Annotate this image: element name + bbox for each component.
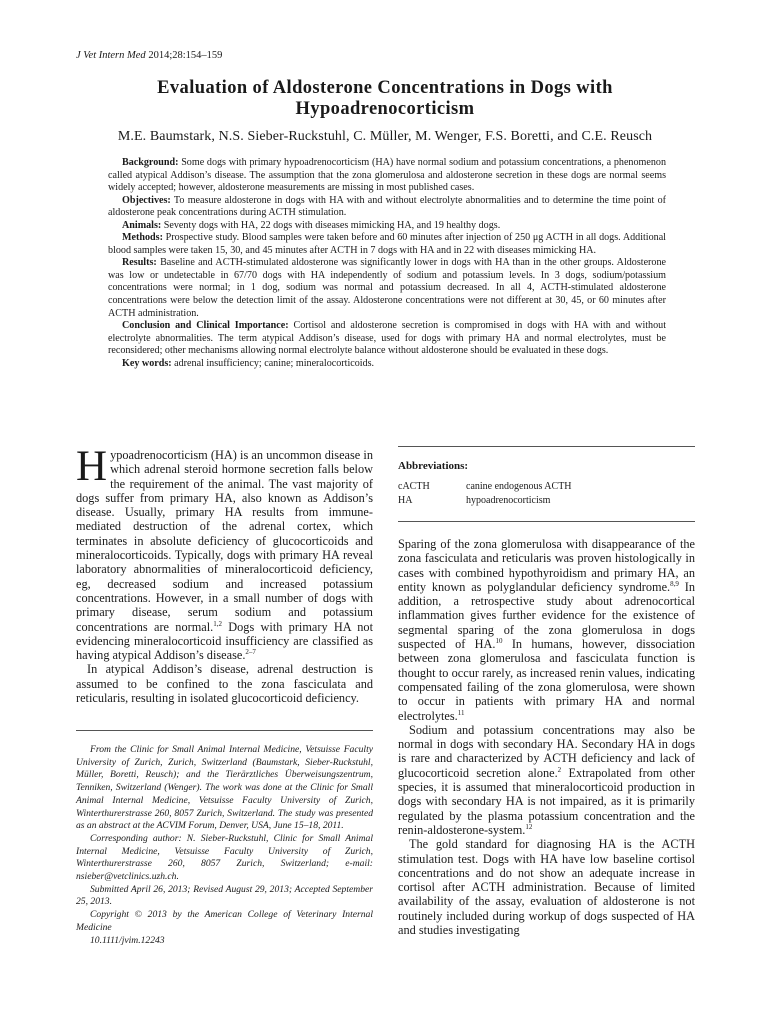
abstract-label: Objectives:: [122, 194, 171, 206]
body-paragraph-2: Sodium and potassium concentrations may also be normal in dogs with secondary HA. Secondary HA in dogs is rare and characterized by ACTH deficiency and lack of glucocorticoid secretion alone.$^2$ Extrapolated from other species, it is assumed that mineralocorticoid production in dogs with secondary HA is not impaired, as it is primarily regulated by the plasma potassium concentration and the renin-aldosterone-system.$^{12}$: [398, 722, 695, 837]
abstract: [108, 157, 666, 370]
abbreviation-term: cACTH: [398, 481, 430, 492]
journal-citation: [76, 50, 222, 61]
citation-superscript: 1,2: [213, 619, 222, 628]
abbreviation-term: HA: [398, 495, 413, 506]
footnote-divider: [76, 730, 373, 731]
citation-superscript: 2–7: [245, 648, 256, 657]
journal-name: J Vet Intern Med: [76, 50, 146, 61]
abbreviations-heading: Abbreviations:: [398, 460, 469, 472]
abbreviations-top-rule: [398, 446, 695, 447]
body-column-left: [76, 443, 373, 706]
abbreviation-definition: canine endogenous ACTH: [466, 481, 572, 492]
abbreviations-bottom-rule: [398, 521, 695, 522]
body-column-right: [398, 537, 695, 937]
abbreviation-definition: hypoadrenocorticism: [466, 495, 551, 506]
citation-superscript: 11: [457, 708, 465, 717]
footnote-corresponding-author: Corresponding author: N. Sieber-Ruckstuhl, Clinic for Small Animal Internal Medicine, Vetsuisse Faculty University of Zurich, Winterthurerstrasse 260, 8057 Zurich, Switzerland; e-mail: nsieber@vetclinics.uzh.ch.: [76, 832, 373, 883]
article-title: Evaluation of Aldosterone Concentrations in Dogs with Hypoadrenocorticism: [157, 78, 613, 119]
abstract-objectives: Objectives: To measure aldosterone in dogs with HA with and without electrolyte abnormalities and to determine the time point of aldosterone peak concentrations during ACTH stimulation.: [108, 194, 666, 219]
abstract-animals: Animals: Seventy dogs with HA, 22 dogs with diseases mimicking HA, and 19 healthy dogs.: [122, 219, 501, 231]
author-list: M.E. Baumstark, N.S. Sieber-Ruckstuhl, C. Müller, M. Wenger, F.S. Boretti, and C.E. Reusch: [117, 129, 653, 144]
intro-paragraph-1: Hypoadrenocorticism (HA) is an uncommon disease in which adrenal steroid hormone secretion falls below the requirement of the animal. The vast majority of dogs suffer from primary HA, also known as Addison’s disease. Usually, primary HA results from immune-mediated destruction of the adrenal cortex, which terminates in absolute deficiency of glucocorticoids and mineralocorticoids. Typically, dogs with primary HA reveal laboratory abnormalities of mineralocorticoid deficiency, eg, decreased sodium and increased potassium concentrations. However, in a small number of dogs with primary disease, serum sodium and potassium concentrations are normal.$^{1,2}$ Dogs with primary HA not evidencing mineralocorticoid insufficiency are classified as having atypical Addison’s disease.$^{2-7}$: [76, 443, 373, 663]
abstract-label: Conclusion and Clinical Importance:: [122, 320, 289, 332]
abstract-keywords: Key words: adrenal insufficiency; canine; mineralocorticoids.: [122, 357, 375, 369]
footnotes: [76, 744, 373, 947]
abstract-label: Results:: [122, 257, 157, 269]
footnote-doi: 10.1111/jvim.12243: [90, 934, 165, 946]
abstract-label: Animals:: [122, 219, 162, 231]
citation-superscript: 2: [557, 765, 562, 774]
citation-superscript: 12: [525, 822, 533, 831]
citation-superscript: 8,9: [670, 579, 679, 588]
body-paragraph-1: Sparing of the zona glomerulosa with disappearance of the zona fasciculata and reticularis was proven histologically in cases with combined hypothyroidism and primary HA, an entity known as polyglandular deficiency syndrome.$^{8,9}$ In addition, a retrospective study about adrenocortical inflammation gives further evidence for the existence of segmental sparing of the zona glomerulosa in dogs suspected of HA.$^{10}$ In humans, however, dissociation between zona glomerulosa and fasciculata function is thought to occur rarely, as increased renin values, indicating compensated failing of the zona glomerulosa, were shown to occur in patients with primary HA and normal electrolytes.$^{11}$: [398, 537, 695, 723]
footnote-copyright: Copyright © 2013 by the American College of Veterinary Internal Medicine: [76, 909, 373, 933]
abstract-background: Background: Some dogs with primary hypoadrenocorticism (HA) have normal sodium and potassium concentrations, a phenomenon called atypical Addison’s disease. The assumption that the zona glomerulosa and aldosterone secretion in these dogs are normal seems widely accepted; however, aldosterone measurements are missing in most published cases.: [108, 157, 666, 194]
abstract-label: Key words:: [122, 357, 172, 369]
footnote-dates: Submitted April 26, 2013; Revised August 29, 2013; Accepted September 25, 2013.: [76, 883, 373, 908]
abbreviations-box: [398, 460, 695, 508]
abstract-results: Results: Baseline and ACTH-stimulated aldosterone was significantly lower in dogs with HA than in the other groups. Aldosterone was low or undetectable in 67/70 dogs with HA independently of sodium and potassium levels. In 3 dogs, sodium/potassium concentrations were normal; in 1 dog, sodium was normal and potassium decreased. In all 4, ACTH-stimulated aldosterone concentrations were below the detection limit of the assay. Aldosterone concentrations were not different at 30, 45, or 60 minutes after ACTH administration.: [108, 257, 666, 319]
citation-superscript: 10: [495, 637, 503, 646]
abstract-conclusion: Conclusion and Clinical Importance: Cortisol and aldosterone secretion is compromised in dogs with HA with and without electrolyte abnormalities. The term atypical Addison’s disease, used for dogs with primary HA and normal electrolytes, must be reconsidered; other mechanisms allowing normal electrolyte balance without aldosterone should be evaluated in these dogs.: [108, 320, 666, 357]
intro-paragraph-2: In atypical Addison’s disease, adrenal destruction is assumed to be confined to the zona fasciculata and reticularis, resulting in isolated glucocorticoid deficiency.: [76, 662, 373, 706]
body-paragraph-3: The gold standard for diagnosing HA is the ACTH stimulation test. Dogs with HA have low baseline cortisol concentrations and do not show an adequate increase in cortisol after ACTH administration. Because of limited availability of the assay, evaluation of aldosterone is not routinely included during workup of dogs suspected of HA and studies investigating: [398, 837, 695, 938]
abstract-label: Background:: [122, 157, 179, 168]
journal-volume-pages: 2014;28:154–159: [145, 50, 223, 61]
footnote-affiliation: From the Clinic for Small Animal Internal Medicine, Vetsuisse Faculty University of Zurich, Zurich, Switzerland (Baumstark, Sieber-Ruckstuhl, Müller, Boretti, Reusch); and the Tierärztliches Überweisungszentrum, Tenniken, Switzerland (Wenger). The work was done at the Clinic for Small Animal Internal Medicine, Vetsuisse Faculty University of Zurich, Winterthurerstrasse 260, 8057 Zurich, Switzerland. The study was presented as an abstract at the ACVIM Forum, Denver, USA, June 15–18, 2011.: [76, 744, 373, 832]
abbreviation-row: [398, 480, 695, 494]
drop-cap: H: [76, 443, 108, 490]
abbreviation-row: [398, 494, 695, 508]
abstract-label: Methods:: [122, 232, 163, 244]
abstract-methods: Methods: Prospective study. Blood samples were taken before and 60 minutes after injection of 250 μg ACTH in all dogs. Additional blood samples were taken 15, 30, and 45 minutes after ACTH in 7 dogs with HA and in 22 with diseases mimicking HA.: [108, 232, 666, 256]
